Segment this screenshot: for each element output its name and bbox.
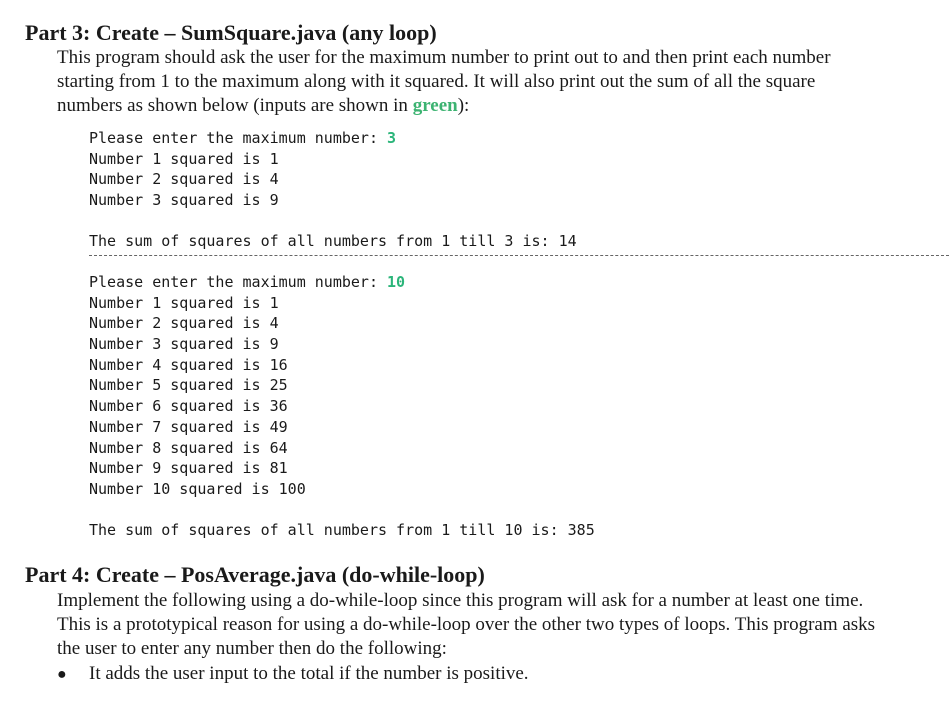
example-2-prompt-line <box>89 272 595 293</box>
blank-line <box>89 211 577 232</box>
part3-line-3-start: numbers as shown below (inputs are shown in <box>57 95 413 116</box>
example-2-output-7: Number 7 squared is 49 <box>89 417 288 436</box>
example-2-console <box>89 272 595 541</box>
example-2-output-6: Number 6 squared is 36 <box>89 397 288 416</box>
part3-line-2: starting from 1 to the maximum along with it squared. It will also print out the sum of all the square <box>57 71 816 92</box>
example-1-input: 3 <box>387 129 397 147</box>
example-1-prompt: Please enter the maximum number: <box>89 129 388 147</box>
part3-description <box>57 46 947 118</box>
part4-line-2: This is a prototypical reason for using a do-while-loop over the other two types of loops. This program asks <box>57 614 876 635</box>
example-1-output-3: Number 3 squared is 9 <box>89 191 279 210</box>
example-2-output-1: Number 1 squared is 1 <box>89 293 279 312</box>
example-1-sum: The sum of squares of all numbers from 1 till 3 is: 14 <box>89 232 577 251</box>
example-2-prompt: Please enter the maximum number: <box>89 273 388 291</box>
part4-heading: Part 4: Create – PosAverage.java (do-while-loop) <box>25 562 485 587</box>
bullet-item <box>57 662 529 687</box>
part3-line-1: This program should ask the user for the maximum number to print out to and then print each number <box>57 47 831 68</box>
bullet-icon: ● <box>57 666 67 683</box>
example-2-output-4: Number 4 squared is 16 <box>89 355 288 374</box>
example-2-output-10: Number 10 squared is 100 <box>89 479 306 498</box>
example-2-output-3: Number 3 squared is 9 <box>89 335 279 354</box>
part3-line-3-end: ): <box>457 95 470 116</box>
example-2-input: 10 <box>387 273 406 291</box>
example-2-output-8: Number 8 squared is 64 <box>89 438 288 457</box>
dashed-separator <box>89 255 949 256</box>
part3-heading: Part 3: Create – SumSquare.java (any loop) <box>25 20 437 45</box>
example-1-output-2: Number 2 squared is 4 <box>89 170 279 189</box>
example-2-sum: The sum of squares of all numbers from 1 till 10 is: 385 <box>89 521 595 540</box>
example-1-output-1: Number 1 squared is 1 <box>89 149 279 168</box>
part4-line-3: the user to enter any number then do the following: <box>57 638 447 659</box>
example-1-prompt-line <box>89 128 577 149</box>
example-2-output-9: Number 9 squared is 81 <box>89 459 288 478</box>
blank-line <box>89 500 595 521</box>
part4-line-1: Implement the following using a do-while-loop since this program will ask for a number at least one time. <box>57 590 864 611</box>
bullet-item-text: It adds the user input to the total if the number is positive. <box>89 663 529 684</box>
example-1-console <box>89 128 577 252</box>
green-keyword: green <box>412 95 458 116</box>
part4-description <box>57 589 947 661</box>
example-2-output-5: Number 5 squared is 25 <box>89 376 288 395</box>
part3-line-3 <box>57 94 947 118</box>
example-2-output-2: Number 2 squared is 4 <box>89 314 279 333</box>
